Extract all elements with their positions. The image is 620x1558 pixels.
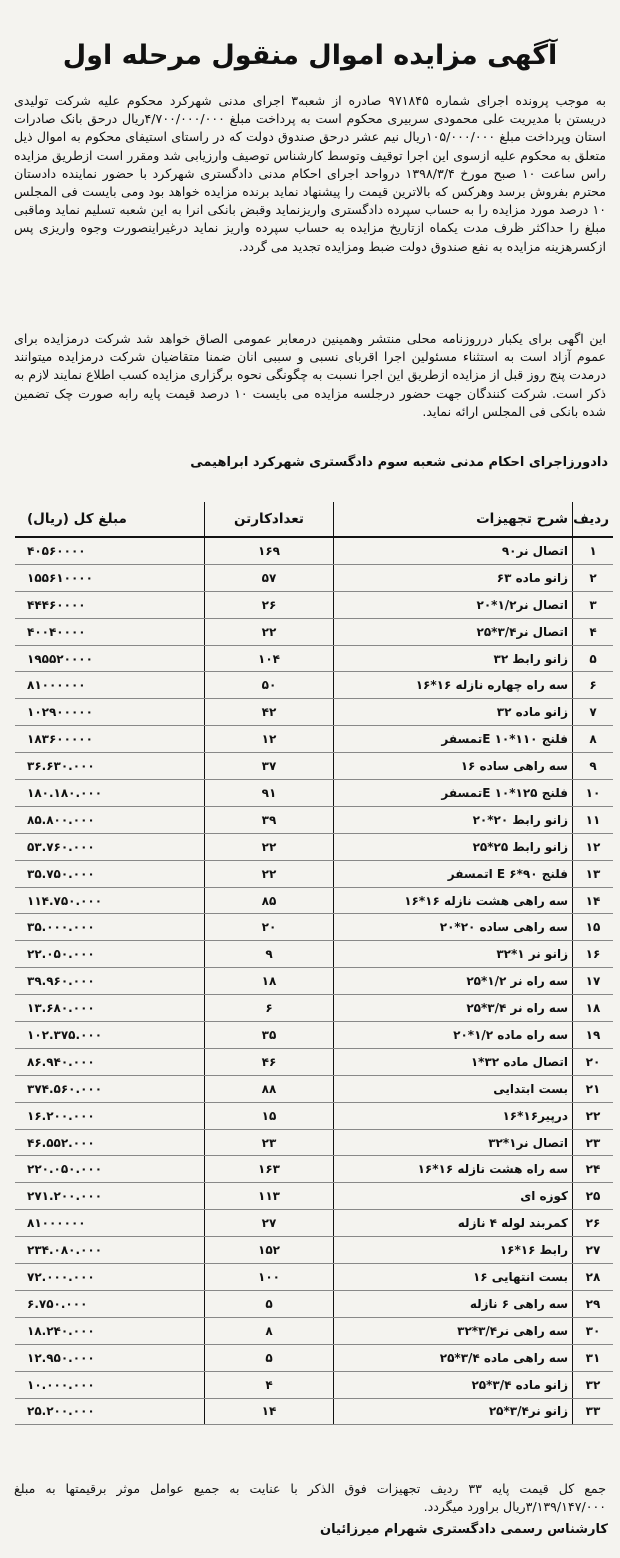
notice-paragraph-2: این اگهی برای یکبار درروزنامه محلی منتشر وهمینین درمعابر عمومی الصاق خواهد شد شرکت درمزایده برای عموم آزاد است به استثناء مسئولین اجرا اقربای نسبی و سببی انان ضمنا متقاضیان شرکت درمزایده میتوانند درمدت پنج روز قبل از مزایده ازطریق این اجرا نسبت به چگونگی نحوه برگزاری مزایده کسب اطلاع نمایند لازم به ذکر است. شرکت کنندگان جهت حضور درجلسه مزایده می بایست ۱۰ درصد قیمت پایه رابه صورت چک تضمین شده بانکی فی المجلس ارائه نماید.: [14, 331, 606, 419]
table-row: [15, 780, 613, 807]
row-number: ۲۱: [573, 1075, 614, 1102]
row-description: اتصال نر۹۰: [334, 537, 573, 564]
row-amount: ۱۵۵۶۱۰۰۰۰: [15, 564, 205, 591]
row-number: ۲۳: [573, 1129, 614, 1156]
row-amount: ۱۸.۲۴۰.۰۰۰: [15, 1317, 205, 1344]
row-amount: ۱۲.۹۵۰.۰۰۰: [15, 1344, 205, 1371]
row-number: ۱۲: [573, 833, 614, 860]
table-row: [15, 1290, 613, 1317]
table-row: [15, 1398, 613, 1425]
row-quantity: ۲۲: [205, 860, 334, 887]
row-number: ۱۹: [573, 1022, 614, 1049]
table-row: [15, 1129, 613, 1156]
table-row: [15, 699, 613, 726]
row-quantity: ۱۰۴: [205, 645, 334, 672]
table-row: [15, 1048, 613, 1075]
header-desc: شرح تجهیزات: [334, 502, 573, 537]
row-number: ۳۲: [573, 1371, 614, 1398]
row-number: ۱۷: [573, 968, 614, 995]
row-number: ۲۰: [573, 1048, 614, 1075]
row-quantity: ۱۸: [205, 968, 334, 995]
row-description: رابط ۱۶*۱۶: [334, 1237, 573, 1264]
row-quantity: ۴۶: [205, 1048, 334, 1075]
row-number: ۱۳: [573, 860, 614, 887]
table-row: [15, 1317, 613, 1344]
row-number: ۱۸: [573, 995, 614, 1022]
table-row: [15, 1183, 613, 1210]
row-quantity: ۲۲: [205, 833, 334, 860]
row-amount: ۸۱۰۰۰۰۰۰: [15, 1210, 205, 1237]
row-description: بست انتهایی ۱۶: [334, 1264, 573, 1291]
total-note: جمع کل قیمت پایه ۳۳ ردیف تجهیزات فوق الذکر با عنایت به جمیع عوامل موثر برقیمتها به مبلغ ۳/۱۳۹/۱۴۷/۰۰۰ریال براورد میگردد.: [14, 1481, 606, 1514]
row-description: زانو رابط ۳۲: [334, 645, 573, 672]
row-description: کمربند لوله ۴ نازله: [334, 1210, 573, 1237]
table-row: [15, 1102, 613, 1129]
row-number: ۲۵: [573, 1183, 614, 1210]
row-quantity: ۱۵۲: [205, 1237, 334, 1264]
row-amount: ۱۸۳۶۰۰۰۰۰: [15, 726, 205, 753]
row-amount: ۳۶.۶۳۰.۰۰۰: [15, 753, 205, 780]
row-amount: ۱۰۲۹۰۰۰۰۰: [15, 699, 205, 726]
row-amount: ۱۰.۰۰۰.۰۰۰: [15, 1371, 205, 1398]
row-number: ۱: [573, 537, 614, 564]
row-number: ۱۴: [573, 887, 614, 914]
table-row: [15, 833, 613, 860]
notice-title: آگهی مزایده اموال منقول مرحله اول: [62, 40, 558, 71]
table-row: [15, 1264, 613, 1291]
row-amount: ۲۳۴.۰۸۰.۰۰۰: [15, 1237, 205, 1264]
row-amount: ۳۷۴.۵۶۰.۰۰۰: [15, 1075, 205, 1102]
row-number: ۷: [573, 699, 614, 726]
row-quantity: ۸۵: [205, 887, 334, 914]
row-number: ۳۱: [573, 1344, 614, 1371]
table-row: [15, 1344, 613, 1371]
row-description: سه راهی ساده ۱۶: [334, 753, 573, 780]
row-quantity: ۱۶۹: [205, 537, 334, 564]
row-quantity: ۳۹: [205, 806, 334, 833]
row-amount: ۳۵.۷۵۰.۰۰۰: [15, 860, 205, 887]
table-row: [15, 806, 613, 833]
table-row: [15, 968, 613, 995]
equipment-table: [15, 502, 613, 1425]
table-header-row: [15, 502, 613, 537]
row-number: ۶: [573, 672, 614, 699]
table-row: [15, 564, 613, 591]
row-description: سه راهی ماده ۳/۴*۲۵: [334, 1344, 573, 1371]
row-description: زانو رابط ۲۰*۲۰: [334, 806, 573, 833]
row-quantity: ۲۷: [205, 1210, 334, 1237]
row-quantity: ۵۷: [205, 564, 334, 591]
table-row: [15, 887, 613, 914]
row-description: زانو رابط ۲۵*۲۵: [334, 833, 573, 860]
row-number: ۲۴: [573, 1156, 614, 1183]
table-row: [15, 1156, 613, 1183]
row-description: زانو ماده ۳۲: [334, 699, 573, 726]
row-description: زانو ماده ۶۳: [334, 564, 573, 591]
row-description: سه راهی ساده ۲۰*۲۰: [334, 914, 573, 941]
table-row: [15, 726, 613, 753]
row-description: زانو نر ۱*۳۲: [334, 941, 573, 968]
table-row: [15, 618, 613, 645]
row-amount: ۴۰۰۴۰۰۰۰: [15, 618, 205, 645]
row-quantity: ۶: [205, 995, 334, 1022]
table-row: [15, 645, 613, 672]
header-no: ردیف: [573, 502, 614, 537]
row-description: فلنج E ۶*۹۰ اتمسفر: [334, 860, 573, 887]
row-description: سه راه هشت نازله ۱۶*۱۶: [334, 1156, 573, 1183]
row-number: ۲: [573, 564, 614, 591]
row-quantity: ۸۸: [205, 1075, 334, 1102]
row-quantity: ۱۱۳: [205, 1183, 334, 1210]
row-amount: ۲۵.۲۰۰.۰۰۰: [15, 1398, 205, 1425]
row-number: ۱۱: [573, 806, 614, 833]
row-amount: ۱۱۴.۷۵۰.۰۰۰: [15, 887, 205, 914]
row-number: ۴: [573, 618, 614, 645]
row-number: ۲۹: [573, 1290, 614, 1317]
row-description: سه راه چهاره نازله ۱۶*۱۶: [334, 672, 573, 699]
row-amount: ۴۴۴۶۰۰۰۰: [15, 591, 205, 618]
table-row: [15, 995, 613, 1022]
row-amount: ۱۸۰.۱۸۰.۰۰۰: [15, 780, 205, 807]
row-number: ۱۶: [573, 941, 614, 968]
table-row: [15, 672, 613, 699]
row-amount: ۲۲.۰۵۰.۰۰۰: [15, 941, 205, 968]
row-amount: ۸۱۰۰۰۰۰۰: [15, 672, 205, 699]
row-quantity: ۱۵: [205, 1102, 334, 1129]
row-quantity: ۳۵: [205, 1022, 334, 1049]
row-description: اتصال نر۱/۲*۲۰: [334, 591, 573, 618]
row-quantity: ۹: [205, 941, 334, 968]
row-number: ۱۰: [573, 780, 614, 807]
row-amount: ۴۶.۵۵۲.۰۰۰: [15, 1129, 205, 1156]
row-description: اتصال ماده ۳۲*۱: [334, 1048, 573, 1075]
row-description: سه راه نر ۳/۴*۲۵: [334, 995, 573, 1022]
table-row: [15, 753, 613, 780]
table-row: [15, 941, 613, 968]
row-description: اتصال نر۱*۳۲: [334, 1129, 573, 1156]
table-row: [15, 591, 613, 618]
row-description: درپیر۱۶*۱۶: [334, 1102, 573, 1129]
row-quantity: ۵۰: [205, 672, 334, 699]
row-description: بست ابتدایی: [334, 1075, 573, 1102]
row-amount: ۱۰۲.۳۷۵.۰۰۰: [15, 1022, 205, 1049]
row-amount: ۴۰۵۶۰۰۰۰: [15, 537, 205, 564]
row-quantity: ۸: [205, 1317, 334, 1344]
row-quantity: ۹۱: [205, 780, 334, 807]
row-description: سه راه ماده ۱/۲*۲۰: [334, 1022, 573, 1049]
row-amount: ۷۲.۰۰۰.۰۰۰: [15, 1264, 205, 1291]
row-description: سه راهی ۶ نازله: [334, 1290, 573, 1317]
table-body: [15, 537, 613, 1425]
row-amount: ۲۷۱.۲۰۰.۰۰۰: [15, 1183, 205, 1210]
table-row: [15, 537, 613, 564]
row-amount: ۳۵.۰۰۰.۰۰۰: [15, 914, 205, 941]
row-description: زانو ماده ۳/۴*۲۵: [334, 1371, 573, 1398]
table-row: [15, 1022, 613, 1049]
row-number: ۵: [573, 645, 614, 672]
row-description: فلنج E ۱۰*۱۲۵تمسفر: [334, 780, 573, 807]
row-quantity: ۵: [205, 1290, 334, 1317]
row-amount: ۳۹.۹۶۰.۰۰۰: [15, 968, 205, 995]
row-description: کوزه ای: [334, 1183, 573, 1210]
table-row: [15, 914, 613, 941]
row-number: ۲۶: [573, 1210, 614, 1237]
row-number: ۲۷: [573, 1237, 614, 1264]
row-description: زانو نر۳/۴*۲۵: [334, 1398, 573, 1425]
row-number: ۱۵: [573, 914, 614, 941]
row-quantity: ۱۴: [205, 1398, 334, 1425]
row-number: ۸: [573, 726, 614, 753]
row-description: سه راهی نر۳/۴*۳۲: [334, 1317, 573, 1344]
header-amount: مبلغ کل (ریال): [15, 502, 205, 537]
table-row: [15, 1075, 613, 1102]
row-amount: ۶.۷۵۰.۰۰۰: [15, 1290, 205, 1317]
row-number: ۹: [573, 753, 614, 780]
row-quantity: ۲۰: [205, 914, 334, 941]
row-quantity: ۴: [205, 1371, 334, 1398]
row-quantity: ۲۲: [205, 618, 334, 645]
row-quantity: ۵: [205, 1344, 334, 1371]
table-row: [15, 1210, 613, 1237]
notice-paragraph-1: به موجب پرونده اجرای شماره ۹۷۱۸۴۵ صادره از شعبه۳ اجرای مدنی شهرکرد محکوم علیه شرکت تولیدی دریستن با مدیریت علی محمودی سربیری محکوم است به پرداخت مبلغ ۴/۷۰۰/۰۰۰/۰۰۰ریال درحق بانک صادرات استان وپرداخت مبلغ ۱۰۵/۰۰۰/۰۰۰ریال نیم عشر درحق صندوق دولت که در راستای استیفای محکوم به اموال ذیل متعلق به محکوم علیه ازسوی این اجرا توقیف وتوسط کارشناس توصیف وارزیابی شد ومقرر است ازطریق مزایده راس ساعت ۱۰ صبح مورخ ۱۳۹۸/۳/۴ دروا‌حد اجرای احکام مدنی دادگستری شهرکرد با حضور نماینده دادستان محترم بفروش برسد وهرکس که بالاترین قیمت را پیشنهاد نماید برنده مزایده خواهد بود ومی بایست فی المجلس ۱۰ درصد مورد مزایده را به حساب سپرده دادگستری واریزنماید وقبض بانکی انرا به این شعبه تسلیم نماید وماقبی مبلغ را حداکثر ظرف مدت یکماه ازتاریخ مزایده به حساب سپرده واریز نماید درغیراینصورت وجوه واریزی پس ازکسرهزینه مزایده به نفع صندوق دولت ضبط ومزایده تجدید می گردد.: [14, 93, 607, 254]
row-amount: ۵۳.۷۶۰.۰۰۰: [15, 833, 205, 860]
judge-signature: دادورزاجرای احکام مدنی شعبه سوم دادگستری شهرکرد ابراهیمی: [190, 455, 608, 470]
row-number: ۳: [573, 591, 614, 618]
row-quantity: ۱۰۰: [205, 1264, 334, 1291]
row-number: ۳۰: [573, 1317, 614, 1344]
row-amount: ۸۵.۸۰۰.۰۰۰: [15, 806, 205, 833]
row-quantity: ۲۳: [205, 1129, 334, 1156]
header-qty: تعدادکارتن: [205, 502, 334, 537]
row-quantity: ۴۲: [205, 699, 334, 726]
row-number: ۳۳: [573, 1398, 614, 1425]
row-amount: ۱۶.۲۰۰.۰۰۰: [15, 1102, 205, 1129]
row-amount: ۸۶.۹۴۰.۰۰۰: [15, 1048, 205, 1075]
row-number: ۲۲: [573, 1102, 614, 1129]
row-description: فلنج E ۱۰*۱۱۰تمسفر: [334, 726, 573, 753]
row-quantity: ۱۶۳: [205, 1156, 334, 1183]
table-row: [15, 860, 613, 887]
table-row: [15, 1237, 613, 1264]
row-description: اتصال نر۳/۴*۲۵: [334, 618, 573, 645]
table-row: [15, 1371, 613, 1398]
row-amount: ۱۳.۶۸۰.۰۰۰: [15, 995, 205, 1022]
expert-signature: کارشناس رسمی دادگستری شهرام میرزائیان: [320, 1522, 608, 1537]
row-description: سه راهی هشت نازله ۱۶*۱۶: [334, 887, 573, 914]
row-number: ۲۸: [573, 1264, 614, 1291]
row-quantity: ۲۶: [205, 591, 334, 618]
row-amount: ۲۲۰.۰۵۰.۰۰۰: [15, 1156, 205, 1183]
row-quantity: ۳۷: [205, 753, 334, 780]
row-amount: ۱۹۵۵۲۰۰۰۰: [15, 645, 205, 672]
row-description: سه راه نر ۱/۲*۲۵: [334, 968, 573, 995]
row-quantity: ۱۲: [205, 726, 334, 753]
